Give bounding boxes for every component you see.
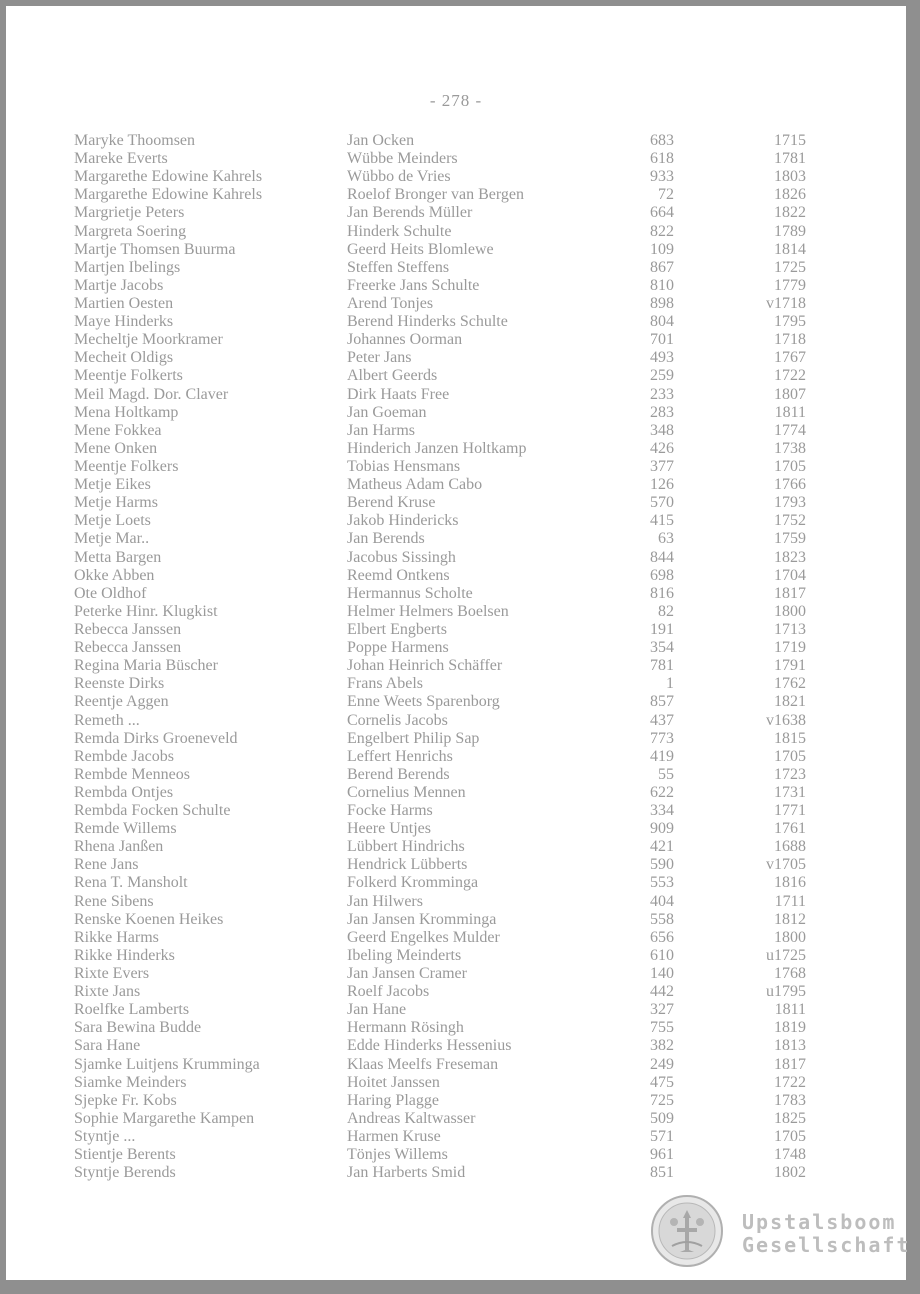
entry-number: 656 — [650, 928, 674, 946]
marriage-year: 1817 — [774, 1055, 806, 1073]
table-row — [6, 1001, 906, 1019]
groom-name: Enne Weets Sparenborg — [347, 693, 500, 711]
bride-name: Rembde Jacobs — [74, 747, 174, 765]
entry-number: 109 — [650, 240, 674, 258]
marriage-year: 1731 — [774, 783, 806, 801]
groom-name: Poppe Harmens — [347, 639, 449, 657]
entry-number: 437 — [650, 711, 674, 729]
bride-name: Maye Hinderks — [74, 313, 174, 331]
marriage-year: 1723 — [774, 765, 806, 783]
bride-name: Margarethe Edowine Kahrels — [74, 186, 263, 204]
groom-name: Harmen Kruse — [347, 1128, 441, 1146]
marriage-year: 1719 — [774, 639, 806, 657]
entry-number: 610 — [650, 946, 674, 964]
groom-name: Jan Berends — [347, 530, 425, 548]
bride-name: Rena T. Mansholt — [74, 874, 188, 892]
bride-name: Metje Mar.. — [74, 530, 150, 548]
bride-name: Meil Magd. Dor. Claver — [74, 385, 229, 403]
bride-name: Rene Sibens — [74, 892, 154, 910]
entry-number: 126 — [650, 476, 674, 494]
entry-number: 475 — [650, 1073, 674, 1091]
marriage-year: 1800 — [774, 602, 806, 620]
groom-name: Berend Kruse — [347, 494, 436, 512]
bride-name: Mareke Everts — [74, 150, 168, 168]
table-row — [6, 422, 906, 440]
bride-name: Margarethe Edowine Kahrels — [74, 168, 263, 186]
table-row — [6, 712, 906, 730]
table-row — [6, 802, 906, 820]
entry-number: 1 — [666, 675, 674, 693]
table-row — [6, 911, 906, 929]
entry-number: 810 — [650, 276, 674, 294]
genealogy-table — [6, 132, 906, 1182]
marriage-year: 1817 — [774, 584, 806, 602]
bride-name: Rhena Janßen — [74, 838, 164, 856]
bride-name: Roelfke Lamberts — [74, 1001, 190, 1019]
entry-number: 961 — [650, 1146, 674, 1164]
bride-name: Sjamke Luitjens Krumminga — [74, 1055, 260, 1073]
table-row — [6, 567, 906, 585]
table-row — [6, 947, 906, 965]
bride-name: Metje Eikes — [74, 476, 151, 494]
groom-name: Roelof Bronger van Bergen — [347, 186, 524, 204]
marriage-year: 1722 — [774, 367, 806, 385]
entry-number: 283 — [650, 403, 674, 421]
marriage-year: 1705 — [774, 1128, 806, 1146]
table-row — [6, 603, 906, 621]
entry-number: 898 — [650, 294, 674, 312]
entry-number: 698 — [650, 566, 674, 584]
table-row — [6, 1164, 906, 1182]
entry-number: 334 — [650, 802, 674, 820]
bride-name: Sara Bewina Budde — [74, 1019, 202, 1037]
bride-name: Renske Koenen Heikes — [74, 910, 224, 928]
groom-name: Dirk Haats Free — [347, 385, 450, 403]
groom-name: Klaas Meelfs Freseman — [347, 1055, 499, 1073]
table-row — [6, 766, 906, 784]
entry-number: 822 — [650, 222, 674, 240]
entry-number: 558 — [650, 910, 674, 928]
groom-name: Folkerd Kromminga — [347, 874, 479, 892]
marriage-year: 1715 — [774, 132, 806, 149]
marriage-year: v1718 — [766, 294, 806, 312]
entry-number: 63 — [658, 530, 674, 548]
marriage-year: 1811 — [774, 403, 806, 421]
entry-number: 249 — [650, 1055, 674, 1073]
page-number: - 278 - — [429, 91, 483, 110]
table-row — [6, 386, 906, 404]
entry-number: 816 — [650, 584, 674, 602]
bride-name: Martje Thomsen Buurma — [74, 240, 236, 258]
marriage-year: 1812 — [774, 910, 806, 928]
entry-number: 82 — [658, 602, 674, 620]
table-row — [6, 639, 906, 657]
groom-name: Ibeling Meinderts — [347, 946, 462, 964]
groom-name: Tönjes Willems — [347, 1146, 448, 1164]
marriage-year: 1704 — [774, 566, 806, 584]
table-row — [6, 1092, 906, 1110]
entry-number: 683 — [650, 132, 674, 149]
groom-name: Peter Jans — [347, 349, 412, 367]
marriage-year: 1767 — [774, 349, 806, 367]
groom-name: Focke Harms — [347, 802, 433, 820]
groom-name: Arend Tonjes — [347, 294, 434, 312]
bride-name: Mene Onken — [74, 439, 158, 457]
marriage-year: 1774 — [774, 421, 806, 439]
bride-name: Sara Hane — [74, 1037, 141, 1055]
table-row — [6, 241, 906, 259]
groom-name: Wübbo de Vries — [347, 168, 451, 186]
bride-name: Styntje ... — [74, 1128, 136, 1146]
marriage-year: 1768 — [774, 965, 806, 983]
bride-name: Mena Holtkamp — [74, 403, 179, 421]
marriage-year: u1725 — [766, 946, 806, 964]
bride-name: Sjepke Fr. Kobs — [74, 1091, 177, 1109]
entry-number: 618 — [650, 150, 674, 168]
table-row — [6, 965, 906, 983]
entry-number: 426 — [650, 439, 674, 457]
bride-name: Margrietje Peters — [74, 204, 185, 222]
groom-name: Geerd Engelkes Mulder — [347, 928, 500, 946]
groom-name: Leffert Henrichs — [347, 747, 453, 765]
marriage-year: 1789 — [774, 222, 806, 240]
bride-name: Mecheltje Moorkramer — [74, 331, 223, 349]
marriage-year: 1713 — [774, 620, 806, 638]
table-row — [6, 856, 906, 874]
entry-number: 725 — [650, 1091, 674, 1109]
groom-name: Hermann Rösingh — [347, 1019, 464, 1037]
entry-number: 571 — [650, 1128, 674, 1146]
marriage-year: 1819 — [774, 1019, 806, 1037]
entry-number: 867 — [650, 258, 674, 276]
groom-name: Frans Abels — [347, 675, 423, 693]
table-row — [6, 295, 906, 313]
marriage-year: 1791 — [774, 657, 806, 675]
brand-name — [742, 1211, 911, 1257]
table-row — [6, 1037, 906, 1055]
marriage-year: 1752 — [774, 512, 806, 530]
table-row — [6, 1074, 906, 1092]
bride-name: Reentje Aggen — [74, 693, 169, 711]
table-row — [6, 784, 906, 802]
bride-name: Martjen Ibelings — [74, 258, 181, 276]
table-row — [6, 277, 906, 295]
marriage-year: 1807 — [774, 385, 806, 403]
bride-name: Rebecca Janssen — [74, 639, 182, 657]
entry-number: 354 — [650, 639, 674, 657]
groom-name: Jan Jansen Cramer — [347, 965, 467, 983]
entry-number: 933 — [650, 168, 674, 186]
entry-number: 55 — [658, 765, 674, 783]
marriage-year: v1705 — [766, 856, 806, 874]
groom-name: Hinderk Schulte — [347, 222, 452, 240]
bride-name: Rixte Evers — [74, 965, 150, 983]
table-row — [6, 476, 906, 494]
entry-number: 773 — [650, 729, 674, 747]
bride-name: Meentje Folkerts — [74, 367, 183, 385]
entry-number: 233 — [650, 385, 674, 403]
marriage-year: 1822 — [774, 204, 806, 222]
marriage-year: 1802 — [774, 1164, 806, 1182]
marriage-year: 1795 — [774, 313, 806, 331]
groom-name: Johannes Oorman — [347, 331, 463, 349]
marriage-year: 1761 — [774, 820, 806, 838]
bride-name: Siamke Meinders — [74, 1073, 187, 1091]
marriage-year: 1793 — [774, 494, 806, 512]
entry-number: 327 — [650, 1001, 674, 1019]
groom-name: Heere Untjes — [347, 820, 431, 838]
groom-name: Jan Goeman — [347, 403, 427, 421]
marriage-year: 1748 — [774, 1146, 806, 1164]
marriage-year: u1795 — [766, 983, 806, 1001]
table-row — [6, 893, 906, 911]
table-row — [6, 585, 906, 603]
table-row — [6, 349, 906, 367]
marriage-year: 1816 — [774, 874, 806, 892]
marriage-year: 1705 — [774, 747, 806, 765]
groom-name: Cornelis Jacobs — [347, 711, 448, 729]
bride-name: Ote Oldhof — [74, 584, 147, 602]
entry-number: 570 — [650, 494, 674, 512]
table-row — [6, 1019, 906, 1037]
marriage-year: 1738 — [774, 439, 806, 457]
marriage-year: 1705 — [774, 457, 806, 475]
table-row — [6, 132, 906, 150]
table-row — [6, 204, 906, 222]
bride-name: Rembde Menneos — [74, 765, 190, 783]
table-row — [6, 367, 906, 385]
entry-number: 590 — [650, 856, 674, 874]
marriage-year: 1813 — [774, 1037, 806, 1055]
table-row — [6, 458, 906, 476]
entry-number: 377 — [650, 457, 674, 475]
marriage-year: 1803 — [774, 168, 806, 186]
groom-name: Hinderich Janzen Holtkamp — [347, 439, 527, 457]
table-row — [6, 693, 906, 711]
bride-name: Margreta Soering — [74, 222, 187, 240]
entry-number: 909 — [650, 820, 674, 838]
bride-name: Sophie Margarethe Kampen — [74, 1109, 255, 1127]
groom-name: Johan Heinrich Schäffer — [347, 657, 503, 675]
marriage-year: 1711 — [774, 892, 806, 910]
table-row — [6, 748, 906, 766]
bride-name: Okke Abben — [74, 566, 155, 584]
bride-name: Regina Maria Büscher — [74, 657, 218, 675]
table-row — [6, 621, 906, 639]
groom-name: Jan Harms — [347, 421, 415, 439]
bride-name: Maryke Thoomsen — [74, 132, 196, 149]
groom-name: Roelf Jacobs — [347, 983, 430, 1001]
groom-name: Jakob Hindericks — [347, 512, 459, 530]
marriage-year: 1725 — [774, 258, 806, 276]
groom-name: Albert Geerds — [347, 367, 438, 385]
marriage-year: 1811 — [774, 1001, 806, 1019]
entry-number: 382 — [650, 1037, 674, 1055]
bride-name: Rembda Ontjes — [74, 783, 174, 801]
entry-number: 755 — [650, 1019, 674, 1037]
table-row — [6, 530, 906, 548]
marriage-year: 1766 — [774, 476, 806, 494]
table-row — [6, 440, 906, 458]
table-row — [6, 168, 906, 186]
bride-name: Martien Oesten — [74, 294, 174, 312]
bride-name: Martje Jacobs — [74, 276, 164, 294]
groom-name: Helmer Helmers Boelsen — [347, 602, 509, 620]
table-row — [6, 494, 906, 512]
table-row — [6, 1146, 906, 1164]
bride-name: Remde Willems — [74, 820, 177, 838]
groom-name: Geerd Heits Blomlewe — [347, 240, 494, 258]
bride-name: Rixte Jans — [74, 983, 141, 1001]
marriage-year: 1783 — [774, 1091, 806, 1109]
table-row — [6, 512, 906, 530]
entry-number: 421 — [650, 838, 674, 856]
table-row — [6, 874, 906, 892]
bride-name: Mecheit Oldigs — [74, 349, 174, 367]
entry-number: 781 — [650, 657, 674, 675]
bride-name: Rikke Hinderks — [74, 946, 175, 964]
entry-number: 442 — [650, 983, 674, 1001]
entry-number: 191 — [650, 620, 674, 638]
table-row — [6, 1128, 906, 1146]
marriage-year: 1771 — [774, 802, 806, 820]
groom-name: Reemd Ontkens — [347, 566, 450, 584]
table-row — [6, 657, 906, 675]
entry-number: 851 — [650, 1164, 674, 1182]
marriage-year: 1800 — [774, 928, 806, 946]
table-row — [6, 313, 906, 331]
brand-line-1: Upstalsboom — [742, 1210, 897, 1234]
entry-number: 622 — [650, 783, 674, 801]
groom-name: Steffen Steffens — [347, 258, 450, 276]
marriage-year: 1762 — [774, 675, 806, 693]
table-row — [6, 675, 906, 693]
bride-name: Rebecca Janssen — [74, 620, 182, 638]
table-row — [6, 838, 906, 856]
groom-name: Matheus Adam Cabo — [347, 476, 483, 494]
groom-name: Wübbe Meinders — [347, 150, 458, 168]
groom-name: Tobias Hensmans — [347, 457, 461, 475]
entry-number: 509 — [650, 1109, 674, 1127]
marriage-year: 1781 — [774, 150, 806, 168]
groom-name: Edde Hinderks Hessenius — [347, 1037, 512, 1055]
table-row — [6, 820, 906, 838]
groom-name: Elbert Engberts — [347, 620, 447, 638]
entry-number: 664 — [650, 204, 674, 222]
bride-name: Reenste Dirks — [74, 675, 165, 693]
table-row — [6, 223, 906, 241]
table-row — [6, 549, 906, 567]
groom-name: Freerke Jans Schulte — [347, 276, 480, 294]
groom-name: Hoitet Janssen — [347, 1073, 440, 1091]
table-row — [6, 331, 906, 349]
groom-name: Berend Hinderks Schulte — [347, 313, 508, 331]
bride-name: Metje Loets — [74, 512, 151, 530]
groom-name: Jan Berends Müller — [347, 204, 473, 222]
seal-emblem-icon — [650, 1194, 724, 1268]
entry-number: 553 — [650, 874, 674, 892]
groom-name: Jan Hane — [347, 1001, 407, 1019]
marriage-year: v1638 — [766, 711, 806, 729]
groom-name: Andreas Kaltwasser — [347, 1109, 476, 1127]
table-row — [6, 186, 906, 204]
entry-number: 404 — [650, 892, 674, 910]
marriage-year: 1718 — [774, 331, 806, 349]
bride-name: Rene Jans — [74, 856, 139, 874]
bride-name: Metta Bargen — [74, 548, 162, 566]
table-row — [6, 1110, 906, 1128]
bride-name: Styntje Berends — [74, 1164, 176, 1182]
table-row — [6, 150, 906, 168]
entry-number: 493 — [650, 349, 674, 367]
groom-name: Cornelius Mennen — [347, 783, 466, 801]
groom-name: Berend Berends — [347, 765, 450, 783]
marriage-year: 1826 — [774, 186, 806, 204]
entry-number: 419 — [650, 747, 674, 765]
entry-number: 348 — [650, 421, 674, 439]
marriage-year: 1779 — [774, 276, 806, 294]
entry-number: 844 — [650, 548, 674, 566]
bride-name: Rembda Focken Schulte — [74, 802, 231, 820]
groom-name: Haring Plagge — [347, 1091, 439, 1109]
bride-name: Metje Harms — [74, 494, 158, 512]
marriage-year: 1759 — [774, 530, 806, 548]
bride-name: Rikke Harms — [74, 928, 159, 946]
bride-name: Peterke Hinr. Klugkist — [74, 602, 218, 620]
bride-name: Stientje Berents — [74, 1146, 176, 1164]
marriage-year: 1722 — [774, 1073, 806, 1091]
bride-name: Meentje Folkers — [74, 457, 179, 475]
entry-number: 701 — [650, 331, 674, 349]
entry-number: 415 — [650, 512, 674, 530]
groom-name: Jan Harberts Smid — [347, 1164, 466, 1182]
table-row — [6, 1056, 906, 1074]
marriage-year: 1688 — [774, 838, 806, 856]
groom-name: Hermannus Scholte — [347, 584, 473, 602]
entry-number: 259 — [650, 367, 674, 385]
table-row — [6, 730, 906, 748]
bride-name: Mene Fokkea — [74, 421, 162, 439]
entry-number: 857 — [650, 693, 674, 711]
groom-name: Jan Jansen Kromminga — [347, 910, 497, 928]
entry-number: 140 — [650, 965, 674, 983]
marriage-year: 1815 — [774, 729, 806, 747]
table-row — [6, 259, 906, 277]
entry-number: 72 — [658, 186, 674, 204]
brand-line-2: Gesellschaft — [742, 1233, 911, 1257]
bride-name: Remeth ... — [74, 711, 140, 729]
table-row — [6, 404, 906, 422]
marriage-year: 1823 — [774, 548, 806, 566]
bride-name: Remda Dirks Groeneveld — [74, 729, 238, 747]
groom-name: Hendrick Lübberts — [347, 856, 468, 874]
groom-name: Jan Ocken — [347, 132, 415, 149]
groom-name: Jan Hilwers — [347, 892, 423, 910]
marriage-year: 1814 — [774, 240, 806, 258]
entry-number: 804 — [650, 313, 674, 331]
groom-name: Engelbert Philip Sap — [347, 729, 480, 747]
table-row — [6, 983, 906, 1001]
marriage-year: 1825 — [774, 1109, 806, 1127]
table-row — [6, 929, 906, 947]
groom-name: Jacobus Sissingh — [347, 548, 456, 566]
marriage-year: 1821 — [774, 693, 806, 711]
groom-name: Lübbert Hindrichs — [347, 838, 465, 856]
